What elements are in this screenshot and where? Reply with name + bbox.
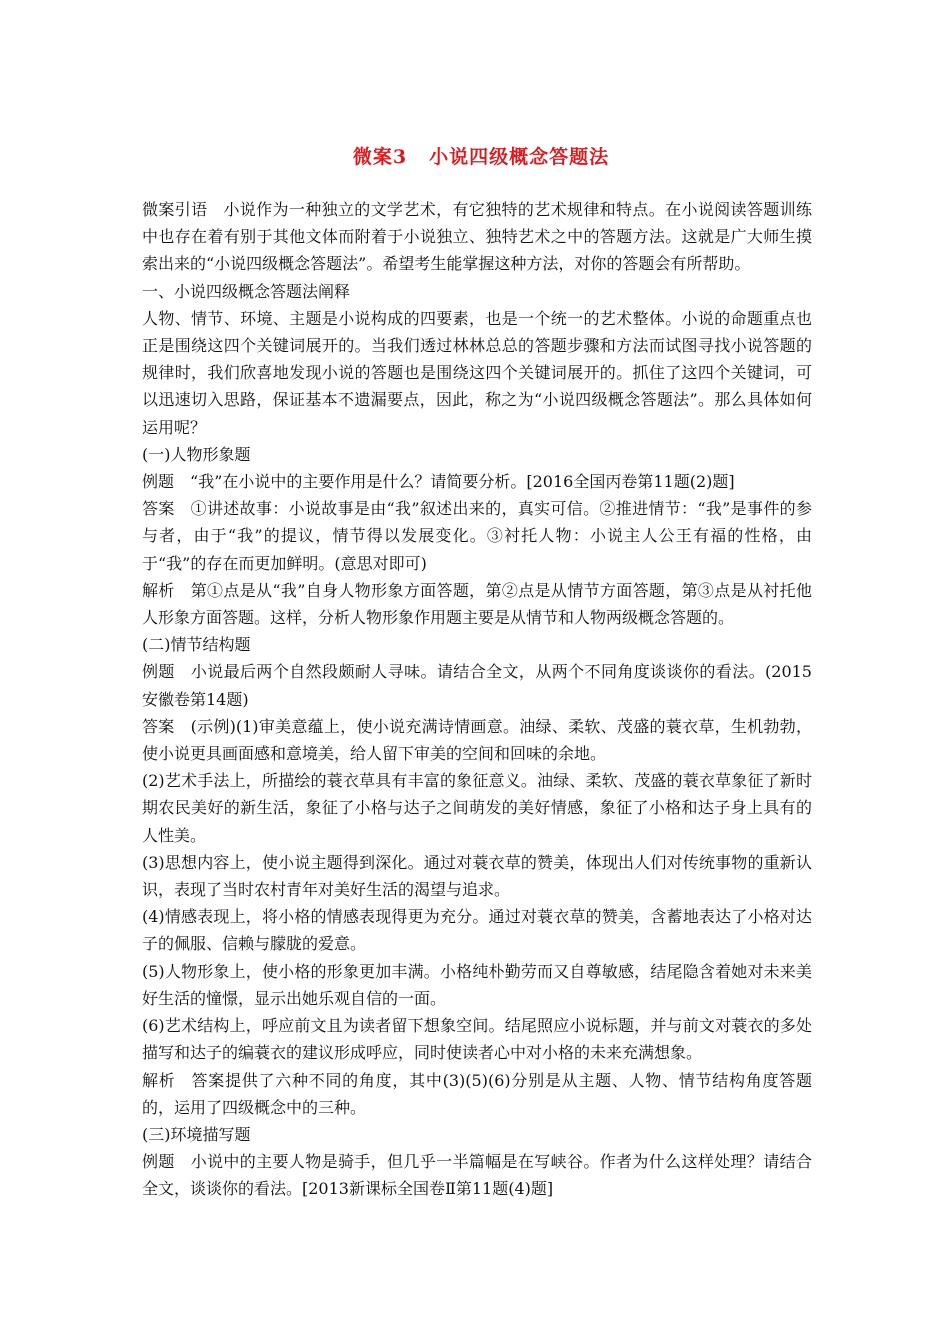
paragraph: 人物、情节、环境、主题是小说构成的四要素，也是一个统一的艺术整体。小说的命题重点也正是围绕这四个关键词展开的。当我们透过林林总总的答题步骤和方法而试图寻找小说答题的规律时，我们欣喜地发现小说的答题也是围绕这四个关键词展开的。抓住了这四个关键词，可以迅速切入思路，保证基本不遗漏要点，因此，称之为“小说四级概念答题法”。那么具体如何运用呢？ — [142, 308, 812, 437]
paragraph — [142, 577, 812, 631]
paragraph: (6)艺术结构上，呼应前文且为读者留下想象空间。结尾照应小说标题，并与前文对蓑衣的多处描写和达子的编蓑衣的建议形成呼应，同时使读者心中对小格的未来充满想象。 — [142, 1016, 812, 1063]
paragraph-text: 小说作为一种独立的文学艺术，有它独特的艺术规律和特点。在小说阅读答题训练中也存在着有别于其他文体而附着于小说独立、独特艺术之中的答题方法。这就是广大师生摸索出来的“小说四级概念答题法”。希望考生能掌握这种方法，对你的答题会有所帮助。 — [142, 200, 812, 274]
page-title — [142, 140, 812, 174]
paragraph-label: 例题 — [142, 662, 175, 682]
paragraph-text: 小说最后两个自然段颇耐人寻味。请结合全文，从两个不同角度谈谈你的看法。(2015安徽卷第14题) — [142, 662, 812, 709]
paragraph — [142, 468, 812, 495]
paragraph-label: 例题 — [142, 1152, 175, 1172]
paragraph: (4)情感表现上，将小格的情感表现得更为充分。通过对蓑衣草的赞美，含蓄地表达了小格对达子的佩服、信赖与朦胧的爱意。 — [142, 907, 812, 954]
paragraph-label: 微案引语 — [142, 200, 208, 219]
paragraph-label: 例题 — [142, 472, 175, 492]
section-heading: 一、小说四级概念答题法阐释 — [142, 281, 351, 301]
paragraph: (2)艺术手法上，所描绘的蓑衣草具有丰富的象征意义。油绿、柔软、茂盛的蓑衣草象征了新时期农民美好的新生活，象征了小格与达子之间萌发的美好情感，象征了小格和达子身上具有的人性美。 — [142, 771, 812, 845]
subsection-heading: (三)环境描写题 — [142, 1124, 251, 1144]
paragraph-text: 小说中的主要人物是骑手，但几乎一半篇幅是在写峡谷。作者为什么这样处理？请结合全文，谈谈你的看法。[2013新课标全国卷Ⅱ第11题(4)题] — [142, 1152, 812, 1199]
paragraph — [142, 196, 812, 278]
title-prefix: 微案3 — [352, 146, 408, 168]
paragraph — [142, 1148, 812, 1202]
subsection-heading: (二)情节结构题 — [142, 635, 251, 655]
paragraph-text: 答案提供了六种不同的角度，其中(3)(5)(6)分别是从主题、人物、情节结构角度答题的，运用了四级概念中的三种。 — [142, 1070, 812, 1117]
document-body — [142, 196, 812, 1203]
paragraph: (3)思想内容上，使小说主题得到深化。通过对蓑衣草的赞美，体现出人们对传统事物的重新认识，表现了当时农村青年对美好生活的渴望与追求。 — [142, 852, 812, 900]
paragraph-text: 第①点是从“我”自身人物形象方面答题，第②点是从情节方面答题，第③点是从衬托他人形象方面答题。这样，分析人物形象作用题主要是从情节和人物两级概念答题的。 — [142, 580, 812, 628]
paragraph-label: 答案 — [142, 716, 175, 736]
title-text: 小说四级概念答题法 — [429, 146, 610, 168]
subsection-heading: (一)人物形象题 — [142, 444, 251, 464]
paragraph-label: 解析 — [142, 580, 175, 600]
paragraph — [142, 1067, 812, 1121]
paragraph-label: 解析 — [142, 1070, 176, 1090]
paragraph-label: 答案 — [142, 499, 175, 519]
paragraph — [142, 658, 812, 712]
paragraph-text: (示例)(1)审美意蕴上，使小说充满诗情画意。油绿、柔软、茂盛的蓑衣草，生机勃勃，使小说更具画面感和意境美，给人留下审美的空间和回味的余地。 — [142, 716, 812, 764]
paragraph: (5)人物形象上，使小格的形象更加丰满。小格纯朴勤劳而又自尊敏感，结尾隐含着她对未来美好生活的憧憬，显示出她乐观自信的一面。 — [142, 961, 812, 1008]
paragraph — [142, 495, 812, 577]
paragraph-text: “我”在小说中的主要作用是什么？请简要分析。[2016全国丙卷第11题(2)题] — [190, 472, 735, 492]
document-page — [142, 140, 812, 1203]
paragraph-text: ①讲述故事：小说故事是由“我”叙述出来的，真实可信。②推进情节：“我”是事件的参与者，由于“我”的提议，情节得以发展变化。③衬托人物：小说主人公王有福的性格，由于“我”的存在而更加鲜明。(意思对即可) — [142, 499, 812, 573]
paragraph — [142, 713, 812, 767]
